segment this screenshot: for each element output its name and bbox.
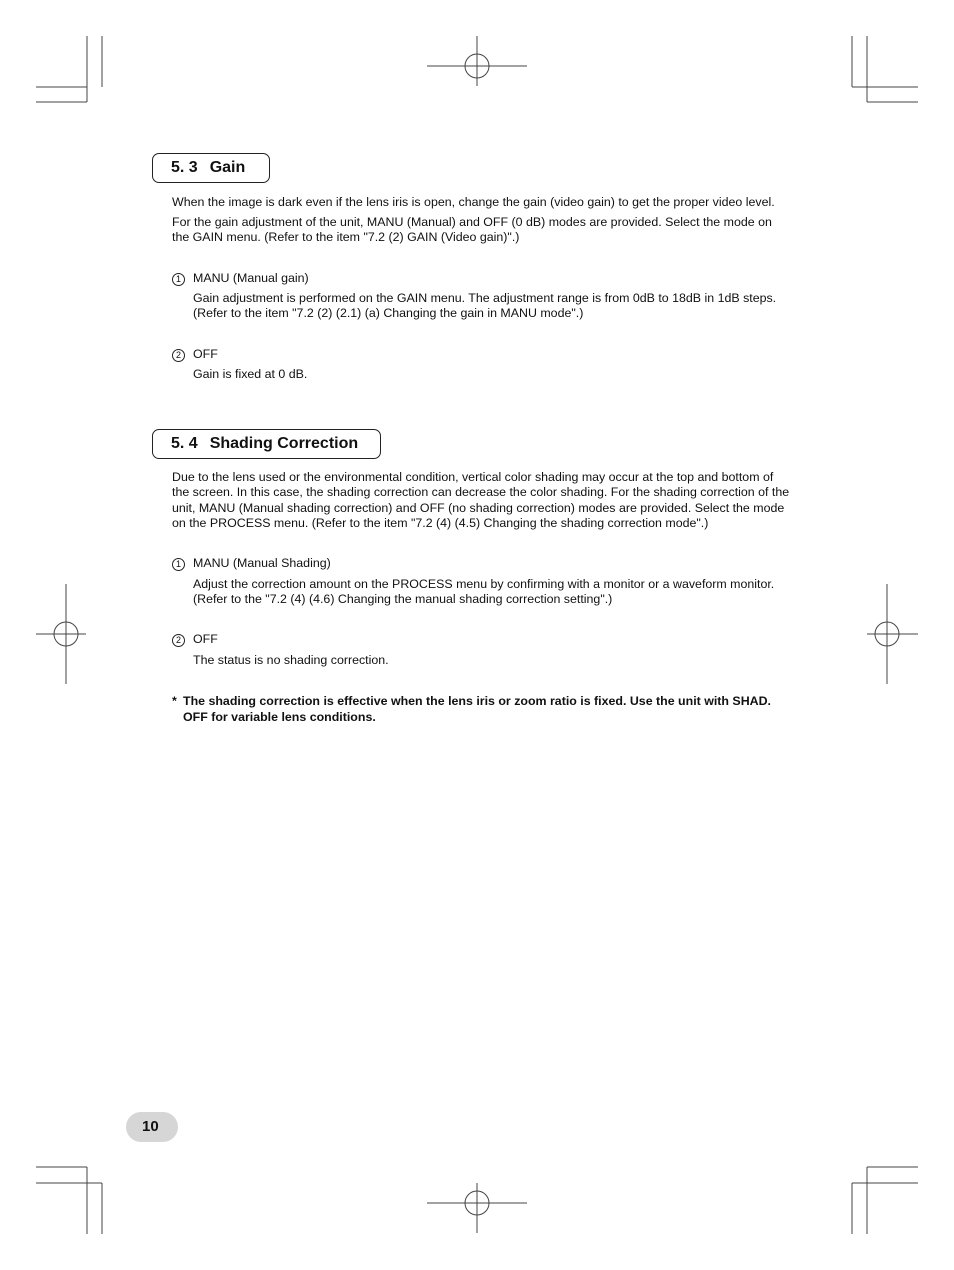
note-asterisk: * <box>172 694 177 708</box>
gain-paragraph-2: For the gain adjustment of the unit, MANU (Manual) and OFF (0 dB) modes are provided. Select the mode on the GAIN menu. (Refer to the item "7.2 (2) GAIN (Video gain)".) <box>172 215 772 245</box>
item-label-manu-shading: MANU (Manual Shading) <box>193 556 331 570</box>
section-heading-shading-correction <box>152 429 381 459</box>
item-label-off-gain: OFF <box>193 347 218 361</box>
item-label-off-shading: OFF <box>193 632 218 646</box>
item-marker-2: 2 <box>172 349 185 362</box>
page-number: 10 <box>126 1112 178 1142</box>
section-number: 5. 3 <box>171 159 198 176</box>
item-marker-1: 1 <box>172 273 185 286</box>
section-title: Gain <box>209 159 246 176</box>
shading-note <box>172 693 792 725</box>
item-label-manu-gain: MANU (Manual gain) <box>193 271 309 285</box>
item-text-off-gain: Gain is fixed at 0 dB. <box>193 367 308 381</box>
item-text-manu-gain: Gain adjustment is performed on the GAIN menu. The adjustment range is from 0dB to 18dB in 1dB steps. (Refer to the item "7.2 (2) (2.1) (a) Changing the gain in MANU mode".) <box>193 291 777 321</box>
gain-paragraph-1: When the image is dark even if the lens iris is open, change the gain (video gain) to get the proper video level. <box>172 195 775 209</box>
item-marker-2: 2 <box>172 634 185 647</box>
shading-paragraph-1: Due to the lens used or the environmental condition, vertical color shading may occur at the top and bottom of the screen. In this case, the shading correction can decrease the color shading. For the shading correction of the unit, MANU (Manual shading correction) and OFF (no shading correction) modes are provided. Select the mode on the PROCESS menu. (Refer to the item "7.2 (4) (4.5) Changing the shading correction mode".) <box>172 470 790 531</box>
item-text-manu-shading: Adjust the correction amount on the PROCESS menu by confirming with a monitor or a waveform monitor. (Refer to the "7.2 (4) (4.6) Changing the manual shading correction setting".) <box>193 577 775 607</box>
note-text: The shading correction is effective when the lens iris or zoom ratio is fixed. Use the unit with SHAD. OFF for variable lens conditions. <box>183 694 771 724</box>
item-marker-1: 1 <box>172 558 185 571</box>
section-number: 5. 4 <box>171 435 198 452</box>
item-text-off-shading: The status is no shading correction. <box>193 653 389 667</box>
section-heading-gain <box>152 153 270 183</box>
section-title: Shading Correction <box>209 435 359 452</box>
